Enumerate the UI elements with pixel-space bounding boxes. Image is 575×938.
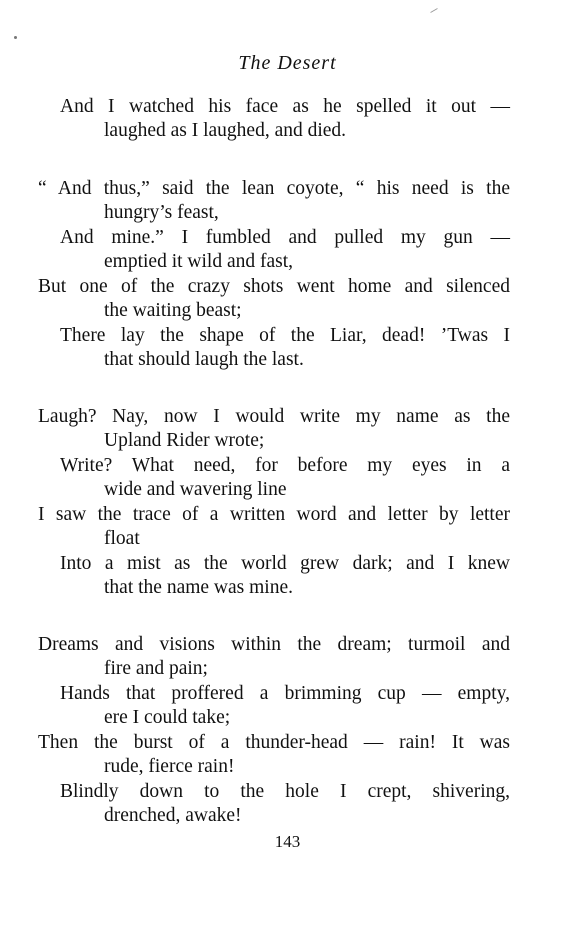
poem-line: wide and wavering line bbox=[104, 479, 287, 500]
poem-line: And I watched his face as he spelled it out — bbox=[60, 96, 510, 117]
poem-line: Into a mist as the world grew dark; and I knew bbox=[60, 553, 510, 574]
running-head: The Desert bbox=[238, 52, 337, 74]
poem-line: I saw the trace of a written word and letter by letter bbox=[38, 504, 510, 525]
poem-line: Blindly down to the hole I crept, shivering, bbox=[60, 781, 510, 802]
poem-line: that the name was mine. bbox=[104, 577, 293, 598]
poem-line: Dreams and visions within the dream; turmoil and bbox=[38, 634, 510, 655]
scan-mark bbox=[430, 8, 437, 13]
poem-line: hungry’s feast, bbox=[104, 202, 219, 223]
poem-line: Laugh? Nay, now I would write my name as the bbox=[38, 406, 510, 427]
poem-line: Upland Rider wrote; bbox=[104, 430, 265, 451]
poem-line: fire and pain; bbox=[104, 658, 208, 679]
poem-line: Write? What need, for before my eyes in a bbox=[60, 455, 510, 476]
page-number: 143 bbox=[274, 832, 301, 851]
poem-line: float bbox=[104, 528, 140, 549]
poem-line: rude, fierce rain! bbox=[104, 756, 235, 777]
poem-line: the waiting beast; bbox=[104, 300, 242, 321]
poem-line: There lay the shape of the Liar, dead! ’Twas I bbox=[60, 325, 510, 346]
poem-line: ere I could take; bbox=[104, 707, 231, 728]
poem-line: But one of the crazy shots went home and silenced bbox=[38, 276, 510, 297]
poem-line: laughed as I laughed, and died. bbox=[104, 120, 347, 141]
poem-line: that should laugh the last. bbox=[104, 349, 304, 370]
poem-line: emptied it wild and fast, bbox=[104, 251, 294, 272]
poem-line: Then the burst of a thunder-head — rain! It was bbox=[38, 732, 510, 753]
poem-line: drenched, awake! bbox=[104, 805, 242, 826]
scan-speck bbox=[14, 36, 17, 39]
poem-line: “ And thus,” said the lean coyote, “ his need is the bbox=[38, 178, 510, 199]
poem-line: Hands that proffered a brimming cup — empty, bbox=[60, 683, 510, 704]
poem-line: And mine.” I fumbled and pulled my gun — bbox=[60, 227, 510, 248]
